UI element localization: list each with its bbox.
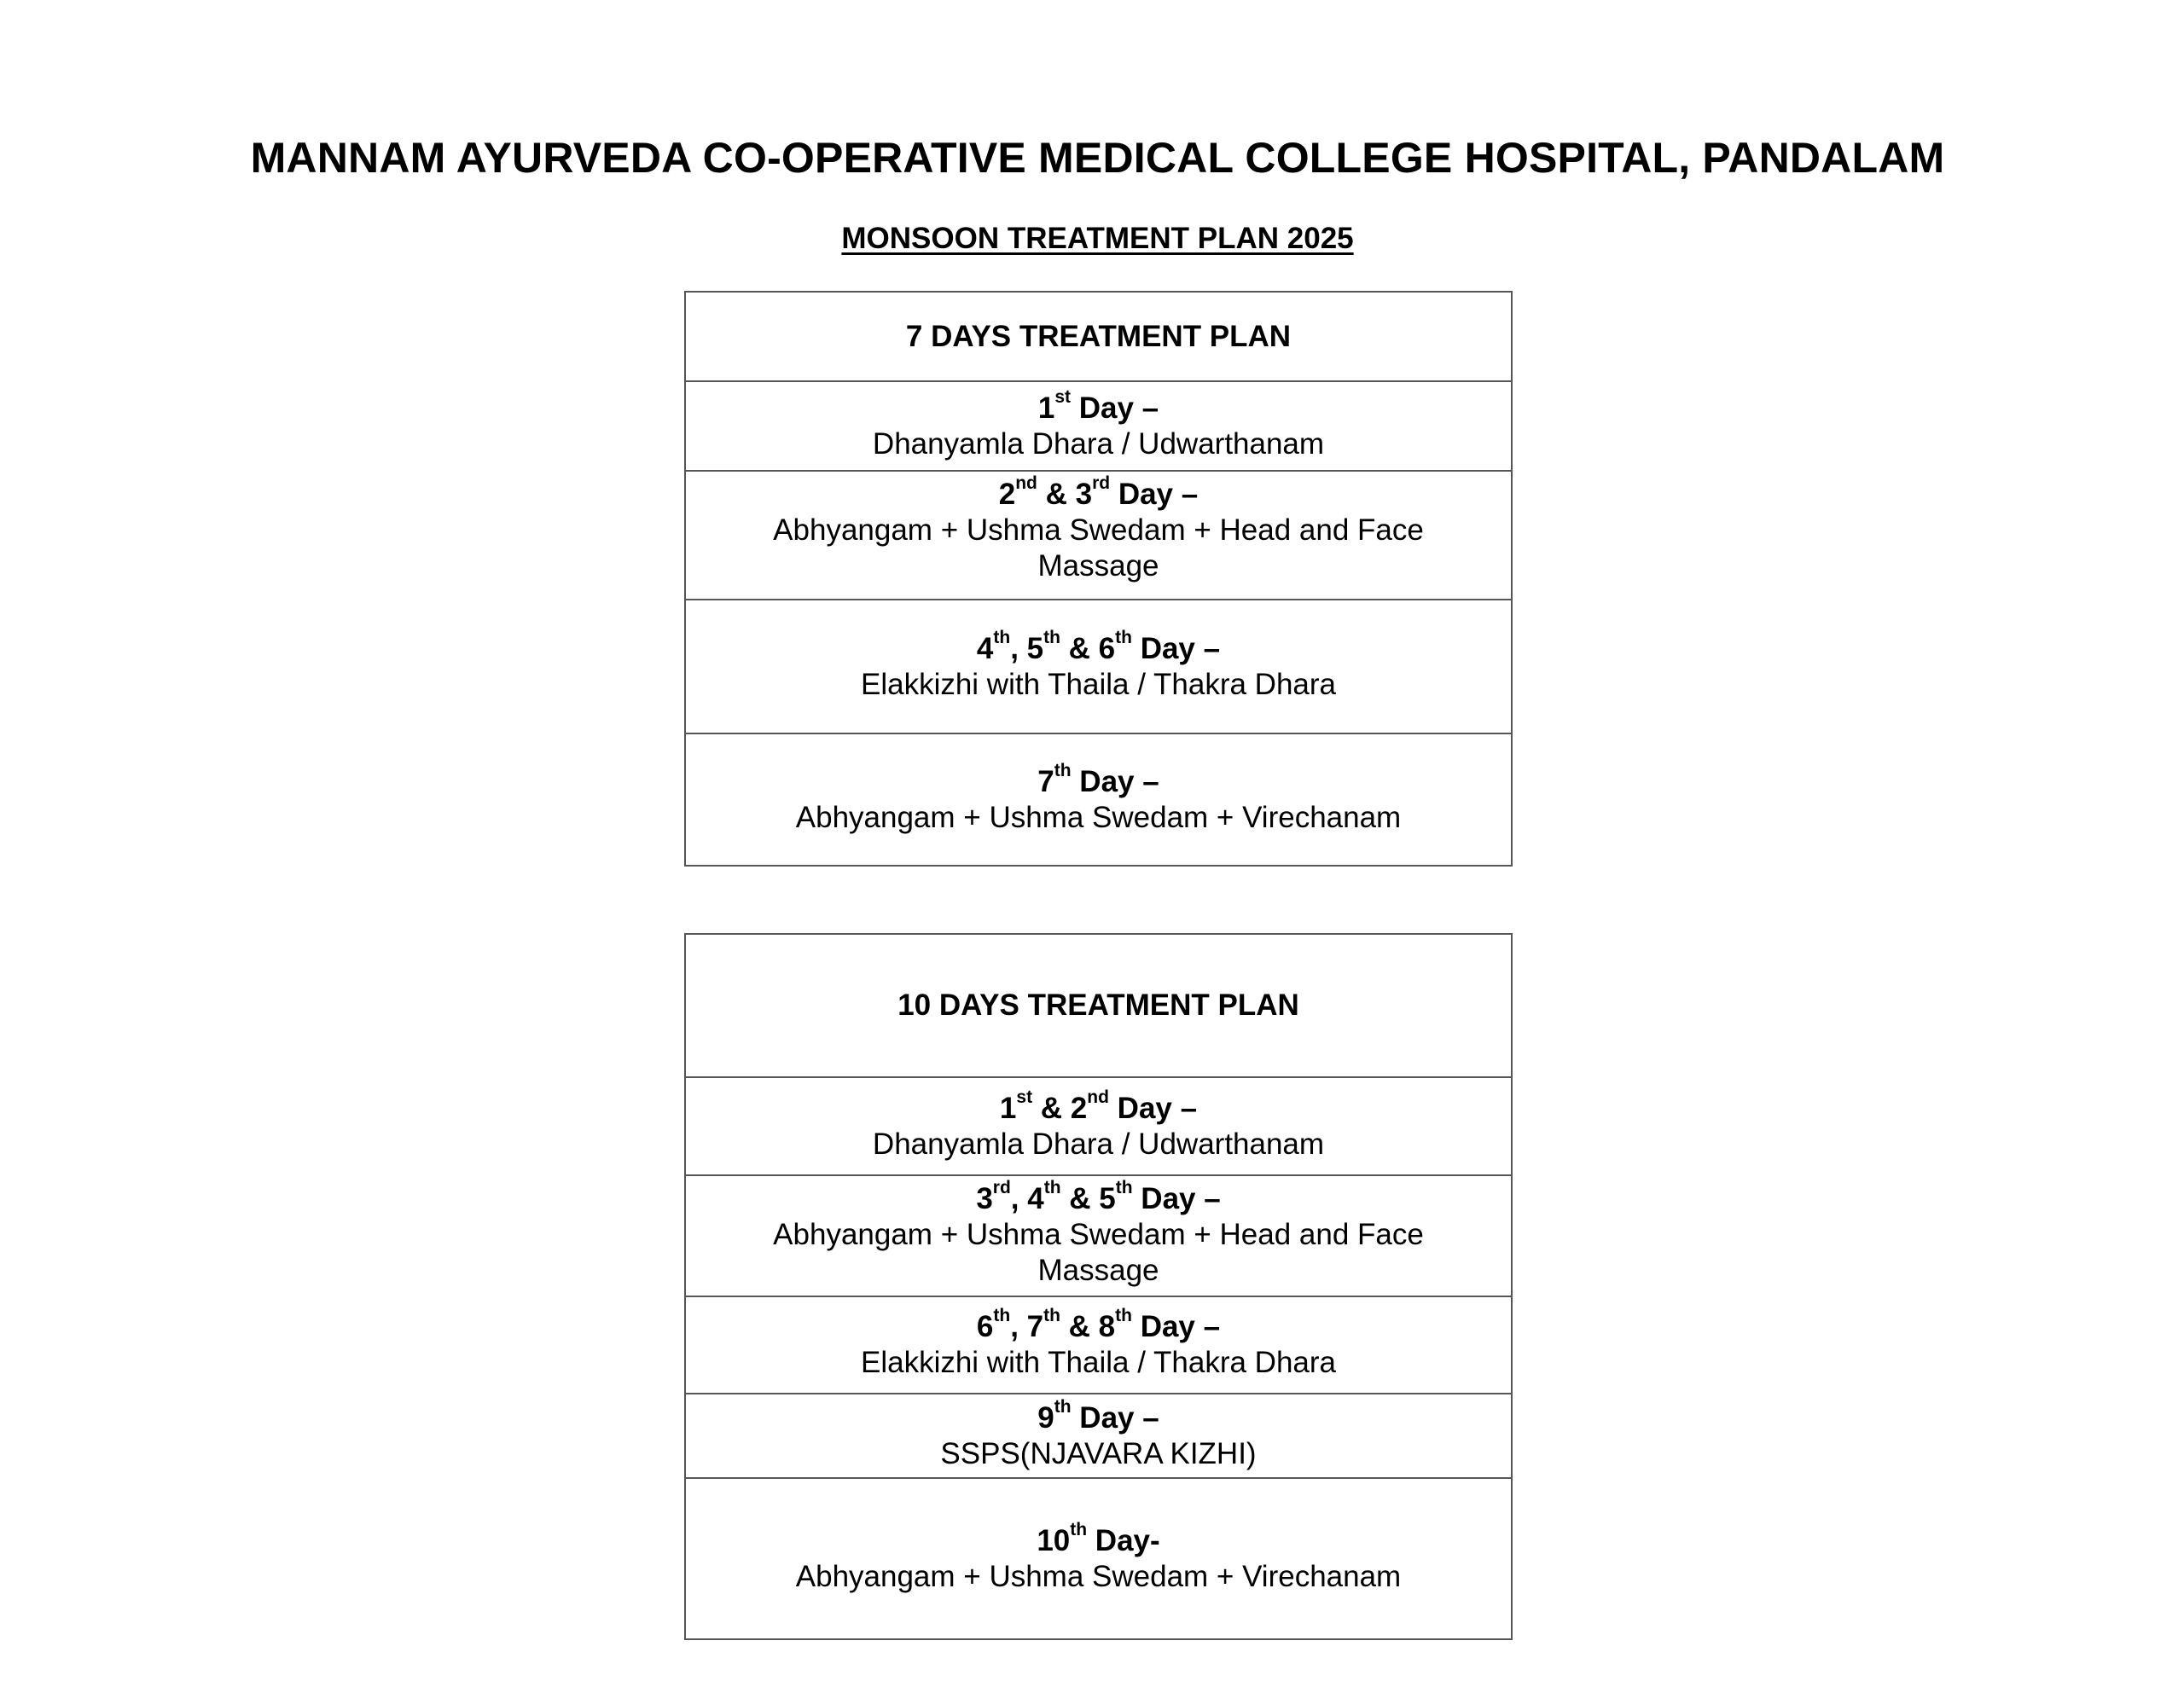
- table-row: [685, 1175, 1512, 1296]
- table-row: [685, 600, 1512, 733]
- ordinal-suffix: rd: [1092, 473, 1111, 494]
- table-row: [685, 1077, 1512, 1175]
- treatment-text: Dhanyamla Dhara / Udwarthanam: [872, 1127, 1325, 1161]
- treatment-text: Abhyangam + Ushma Swedam + Virechanam: [795, 1559, 1402, 1593]
- treatment-text: Dhanyamla Dhara / Udwarthanam: [872, 426, 1325, 461]
- day-label: 10th Day-: [1037, 1519, 1160, 1557]
- table-row: [685, 1394, 1512, 1478]
- day-label: 6th, 7th & 8th Day –: [976, 1306, 1221, 1343]
- page-title: MANNAM AYURVEDA CO-OPERATIVE MEDICAL COLLEGE HOSPITAL, PANDALAM: [250, 134, 1945, 182]
- table-header-row: [685, 292, 1512, 381]
- treatment-text: Elakkizhi with Thaila / Thakra Dhara: [860, 667, 1336, 701]
- seven-day-plan-table: [684, 291, 1513, 867]
- ordinal-suffix: th: [1043, 627, 1060, 647]
- day-label: 7th Day –: [1037, 760, 1159, 798]
- table-row: [685, 1296, 1512, 1394]
- plan-cell: [685, 471, 1512, 600]
- ordinal-suffix: th: [1070, 1519, 1088, 1539]
- ordinal-suffix: th: [1054, 760, 1072, 780]
- plan-heading: 7 DAYS TREATMENT PLAN: [685, 292, 1512, 381]
- ordinal-suffix: th: [1115, 1306, 1132, 1326]
- ten-day-plan-table: [684, 933, 1513, 1640]
- day-label: 2nd & 3rd Day –: [998, 473, 1199, 511]
- ordinal-suffix: st: [1016, 1087, 1033, 1107]
- plan-cell: [685, 733, 1512, 866]
- plan-cell: [685, 1296, 1512, 1394]
- table-row: [685, 733, 1512, 866]
- day-label: 4th, 5th & 6th Day –: [976, 627, 1221, 665]
- plan-cell: [685, 1175, 1512, 1296]
- ordinal-suffix: th: [1043, 1178, 1061, 1198]
- day-label: 3rd, 4th & 5th Day –: [976, 1178, 1221, 1215]
- ordinal-suffix: st: [1054, 386, 1072, 407]
- day-label: 9th Day –: [1037, 1396, 1159, 1435]
- day-label: 1st & 2nd Day –: [999, 1087, 1198, 1125]
- table-row: [685, 1478, 1512, 1639]
- day-label: 1st Day –: [1037, 386, 1159, 425]
- ordinal-suffix: nd: [1015, 473, 1037, 494]
- ordinal-suffix: th: [993, 627, 1011, 647]
- ordinal-suffix: nd: [1087, 1087, 1109, 1107]
- treatment-text: Abhyangam + Ushma Swedam + Head and Face Massage: [773, 1218, 1424, 1287]
- ordinal-suffix: th: [1115, 1178, 1133, 1198]
- ordinal-suffix: th: [993, 1306, 1011, 1326]
- plan-heading: 10 DAYS TREATMENT PLAN: [685, 934, 1512, 1077]
- ordinal-suffix: th: [1043, 1306, 1060, 1326]
- table-header-row: [685, 934, 1512, 1077]
- treatment-text: Abhyangam + Ushma Swedam + Head and Face Massage: [773, 513, 1424, 583]
- document-subtitle: MONSOON TREATMENT PLAN 2025: [841, 222, 1354, 255]
- table-row: [685, 471, 1512, 600]
- plan-cell: [685, 1478, 1512, 1639]
- plan-cell: [685, 1077, 1512, 1175]
- plan-cell: [685, 600, 1512, 733]
- ordinal-suffix: th: [1115, 627, 1132, 647]
- ordinal-suffix: rd: [992, 1178, 1011, 1198]
- ordinal-suffix: th: [1054, 1396, 1072, 1417]
- treatment-text: Abhyangam + Ushma Swedam + Virechanam: [795, 800, 1402, 834]
- plan-cell: [685, 1394, 1512, 1478]
- treatment-text: Elakkizhi with Thaila / Thakra Dhara: [860, 1346, 1336, 1379]
- treatment-text: SSPS(NJAVARA KIZHI): [940, 1436, 1257, 1470]
- plan-cell: [685, 381, 1512, 471]
- table-row: [685, 381, 1512, 471]
